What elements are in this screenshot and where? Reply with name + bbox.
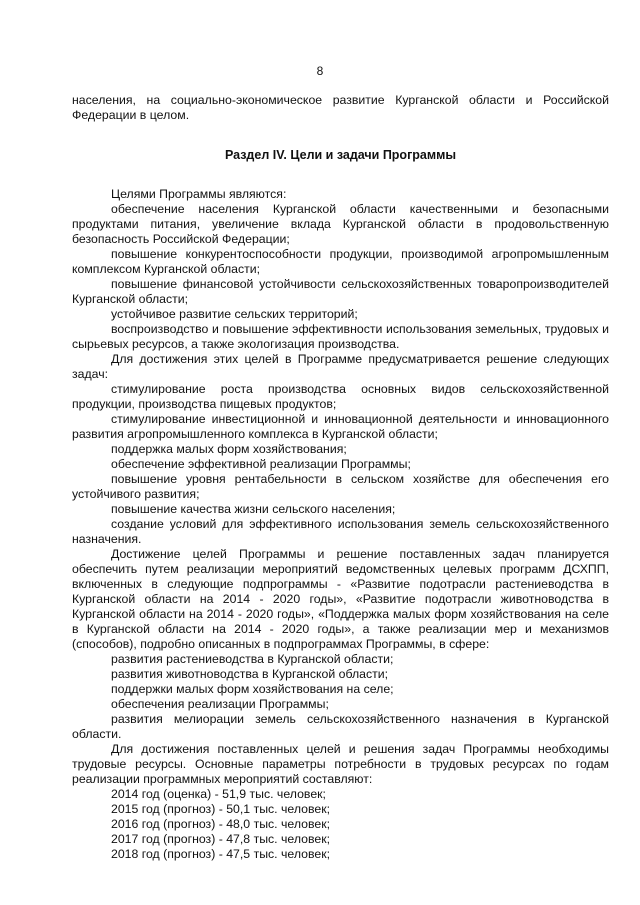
task-item: обеспечение эффективной реализации Программы;: [111, 457, 411, 471]
goal-item: обеспечение населения Курганской области качественными и безопасными продуктами питания, увеличение вклада Курганской области в продовольственную безопасность Российской Федерации;: [72, 202, 609, 246]
sphere-item: обеспечения реализации Программы;: [111, 697, 329, 711]
sphere-item: поддержки малых форм хозяйствования на селе;: [111, 682, 394, 696]
task-item: повышение качества жизни сельского населения;: [111, 502, 396, 516]
goals-intro: Целями Программы являются:: [111, 187, 287, 201]
page-content: [72, 93, 609, 862]
goal-item: устойчивое развитие сельских территорий;: [111, 307, 358, 321]
goal-item: повышение конкурентоспособности продукции, производимой агропромышленным комплексом Курганской области;: [72, 247, 609, 276]
sphere-item: развития животноводства в Курганской области;: [111, 667, 389, 681]
task-item: повышение уровня рентабельности в сельском хозяйстве для обеспечения его устойчивого развития;: [72, 472, 609, 501]
labor-need-item: 2018 год (прогноз) - 47,5 тыс. человек;: [111, 847, 331, 861]
task-item: стимулирование инвестиционной и инновационной деятельности и инновационного развития агропромышленного комплекса в Курганской области;: [72, 412, 609, 441]
sphere-item: развития растениеводства в Курганской области;: [111, 652, 394, 666]
page-number: 8: [316, 64, 324, 78]
section-title: Раздел IV. Цели и задачи Программы: [224, 148, 457, 162]
task-item: стимулирование роста производства основных видов сельскохозяйственной продукции, производства пищевых продуктов;: [72, 382, 609, 411]
goal-item: повышение финансовой устойчивости сельскохозяйственных товаропроизводителей Курганской области;: [72, 277, 609, 306]
labor-need-item: 2015 год (прогноз) - 50,1 тыс. человек;: [111, 802, 331, 816]
tasks-intro: Для достижения этих целей в Программе предусматривается решение следующих задач:: [72, 352, 609, 381]
sphere-item: развития мелиорации земель сельскохозяйственного назначения в Курганской области.: [72, 712, 609, 741]
goal-item: воспроизводство и повышение эффективности использования земельных, трудовых и сырьевых ресурсов, а также экологизация производства.: [72, 322, 609, 351]
labor-need-item: 2014 год (оценка) - 51,9 тыс. человек;: [111, 787, 326, 801]
task-item: создание условий для эффективного использования земель сельскохозяйственного назначения.: [72, 517, 609, 546]
labor-need-item: 2017 год (прогноз) - 47,8 тыс. человек;: [111, 832, 331, 846]
resources-paragraph: Для достижения поставленных целей и решения задач Программы необходимы трудовые ресурсы. Основные параметры потребности в трудовых ресурсах по годам реализации программных мероприятий составляют:: [72, 742, 609, 786]
intro-paragraph: населения, на социально-экономическое развитие Курганской области и Российской Федерации в целом.: [72, 93, 609, 122]
achievement-paragraph: Достижение целей Программы и решение поставленных задач планируется обеспечить путем реализации мероприятий ведомственных целевых программ ДСХПП, включенных в следующие подпрограммы - «Развитие подотрасли растениеводства в Курганской области на 2014 - 2020 годы», «Развитие подотрасли животноводства в Курганской области на 2014 - 2020 годы», «Поддержка малых форм хозяйствования на селе в Курганской области на 2014 - 2020 годы», а также реализации мер и механизмов (способов), подробно описанных в подпрограммах Программы, в сфере:: [72, 547, 609, 651]
task-item: поддержка малых форм хозяйствования;: [111, 442, 347, 456]
labor-need-item: 2016 год (прогноз) - 48,0 тыс. человек;: [111, 817, 331, 831]
